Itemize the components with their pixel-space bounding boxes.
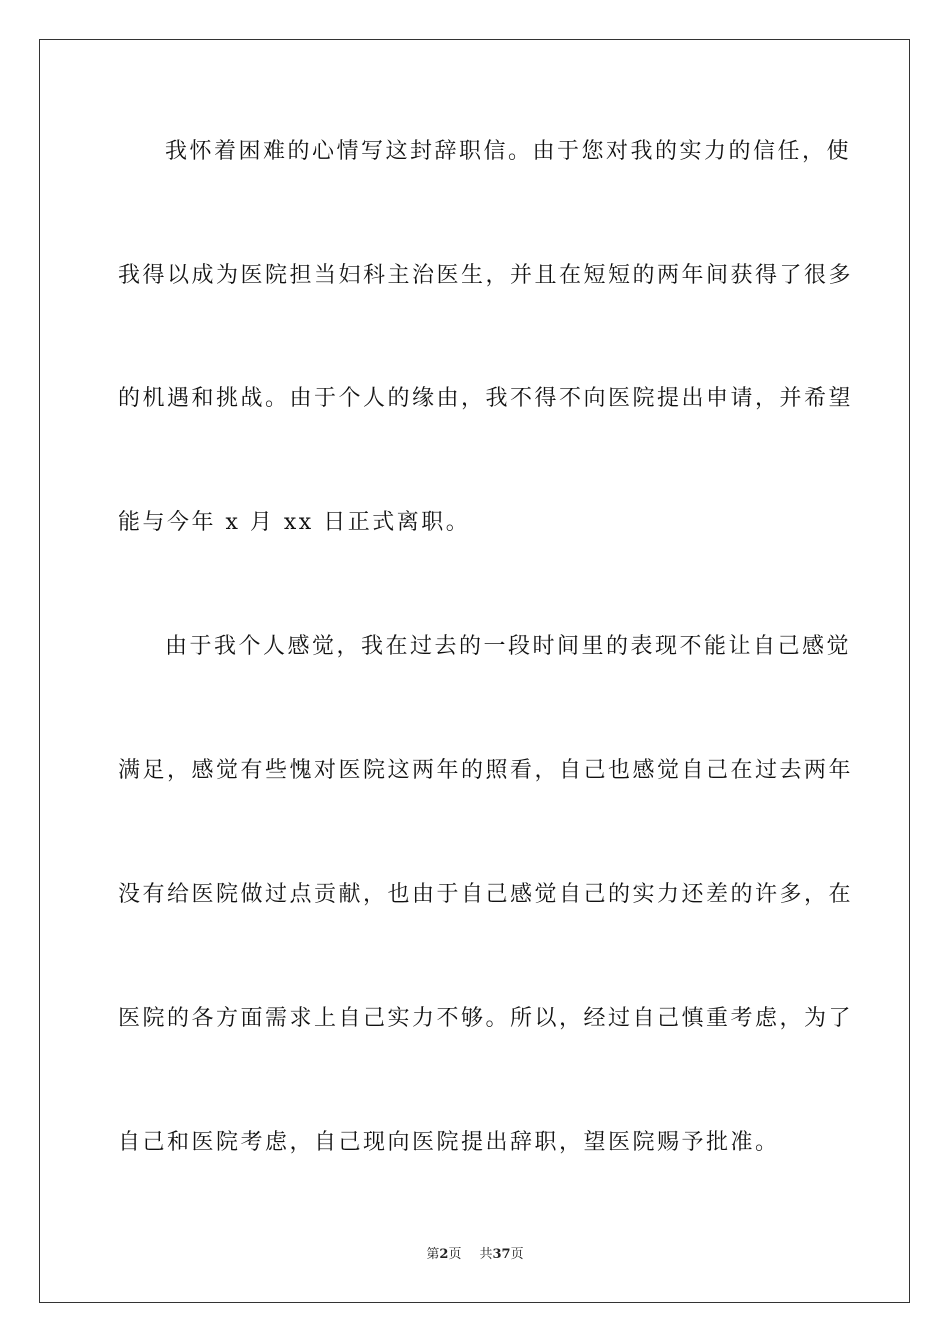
text-line: 满足，感觉有些愧对医院这两年的照看，自己也感觉自己在过去两年 (118, 758, 854, 783)
total-suffix: 页 (510, 1247, 524, 1262)
text-line: 能与今年 x 月 xx 日正式离职。 (118, 510, 471, 535)
page-footer (0, 1246, 950, 1264)
text-line: 由于我个人感觉，我在过去的一段时间里的表现不能让自己感觉 (165, 634, 852, 659)
page-number: 2 (439, 1247, 449, 1262)
total-prefix: 共 (479, 1247, 493, 1262)
text-line: 我得以成为医院担当妇科主治医生，并且在短短的两年间获得了很多 (118, 263, 854, 288)
page-prefix: 第 (426, 1247, 440, 1262)
page-border (39, 39, 910, 1303)
text-line: 没有给医院做过点贡献，也由于自己感觉自己的实力还差的许多，在 (118, 882, 854, 907)
text-line: 自己和医院考虑，自己现向医院提出辞职，望医院赐予批准。 (118, 1130, 780, 1155)
page-suffix: 页 (448, 1247, 462, 1262)
text-line: 我怀着困难的心情写这封辞职信。由于您对我的实力的信任，使 (165, 139, 852, 164)
text-line: 医院的各方面需求上自己实力不够。所以，经过自己慎重考虑，为了 (118, 1006, 854, 1031)
text-line: 的机遇和挑战。由于个人的缘由，我不得不向医院提出申请，并希望 (118, 386, 854, 411)
total-pages: 37 (492, 1247, 511, 1262)
